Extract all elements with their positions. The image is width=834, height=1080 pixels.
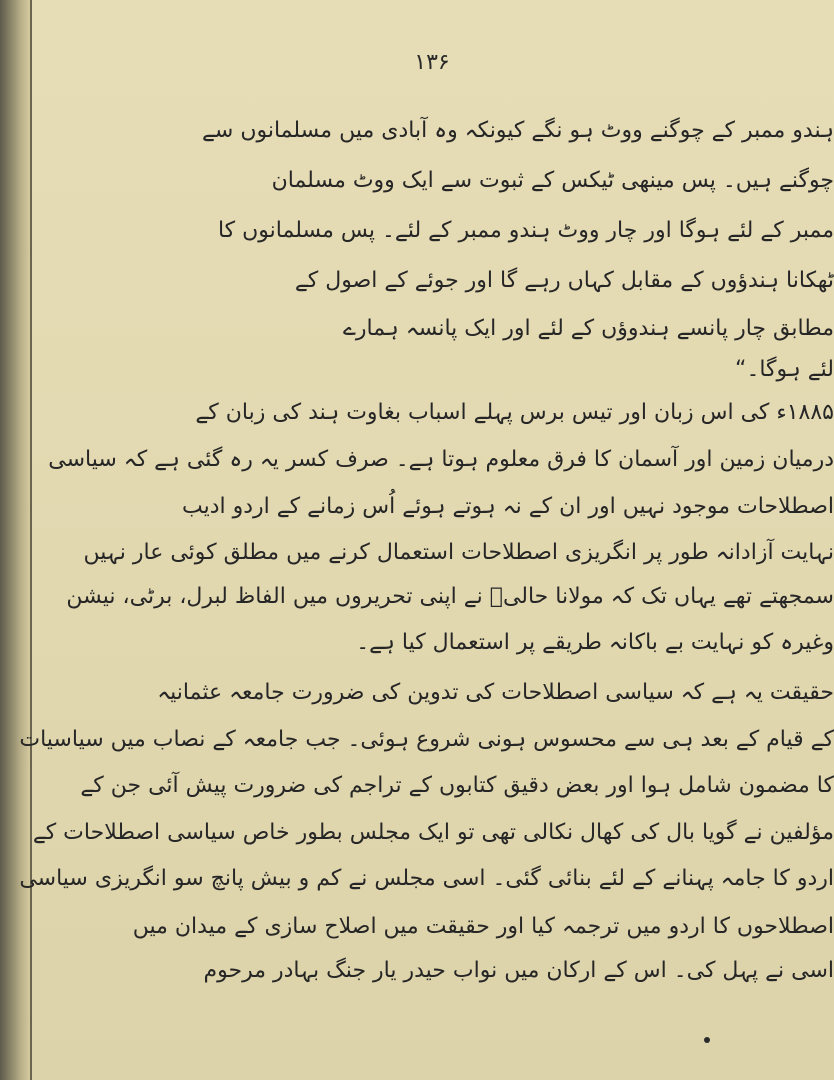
quote-line: ممبر کے لئے ہوگا اور چار ووٹ ہندو ممبر کے لئے۔ پس مسلمانوں کا [217, 218, 834, 243]
body-line: مؤلفین نے گویا بال کی کھال نکالی تھی تو ایک مجلس بطور خاص سیاسی اصطلاحات کے [32, 820, 834, 845]
page-number: ۱۳۶ [414, 50, 450, 75]
body-line: وغیرہ کو نہایت بے باکانہ طریقے پر استعمال کیا ہے۔ [356, 630, 834, 655]
body-line: حقیقت یہ ہے کہ سیاسی اصطلاحات کی تدوین کی ضرورت جامعہ عثمانیہ [157, 680, 834, 705]
book-page [19, 0, 834, 1080]
body-line: اسی نے پہل کی۔ اس کے ارکان میں نواب حیدر یار جنگ بہادر مرحوم [203, 958, 834, 983]
body-line: نہایت آزادانہ طور پر انگریزی اصطلاحات استعمال کرنے میں مطلق کوئی عار نہیں [83, 540, 834, 565]
quote-line: ہندو ممبر کے چوگنے ووٹ ہو نگے کیونکہ وہ آبادی میں مسلمانوں سے [202, 118, 834, 143]
body-line: اصطلاحوں کا اردو میں ترجمہ کیا اور حقیقت میں اصلاح سازی کے میدان میں [132, 914, 834, 939]
book-binding-edge [0, 0, 30, 1080]
body-line: درمیان زمین اور آسمان کا فرق معلوم ہوتا ہے۔ صرف کسر یہ رہ گئی ہے کہ سیاسی [48, 447, 834, 472]
body-line: سمجھتے تھے یہاں تک کہ مولانا حالیؔ نے اپنی تحریروں میں الفاظ لبرل، برٹی، نیشن [66, 584, 834, 609]
body-line: کے قیام کے بعد ہی سے محسوس ہونی شروع ہوئی۔ جب جامعہ کے نصاب میں سیاسیات [19, 727, 834, 752]
quote-line: چوگنے ہیں۔ پس مینھی ٹیکس کے ثبوت سے ایک ووٹ مسلمان [271, 168, 834, 193]
body-line: ۱۸۸۵ء کی اس زبان اور تیس برس پہلے اسباب بغاوت ہند کی زبان کے [195, 400, 834, 425]
body-line: اصطلاحات موجود نہیں اور ان کے نہ ہوتے ہوئے اُس زمانے کے اردو ادیب [182, 494, 834, 519]
body-line: اردو کا جامہ پہنانے کے لئے بنائی گئی۔ اسی مجلس نے کم و بیش پانچ سو انگریزی سیاسی [19, 866, 834, 891]
quote-line: مطابق چار پانسے ہندوؤں کے لئے اور ایک پانسہ ہمارے [343, 316, 834, 341]
quote-line: ٹھکانا ہندؤوں کے مقابل کہاں رہے گا اور جوئے کے اصول کے [294, 268, 834, 293]
body-line: کا مضمون شامل ہوا اور بعض دقیق کتابوں کے تراجم کی ضرورت پیش آئی جن کے [80, 773, 834, 798]
quote-line: لئے ہوگا۔“ [735, 357, 834, 382]
ink-dot [704, 1037, 710, 1043]
